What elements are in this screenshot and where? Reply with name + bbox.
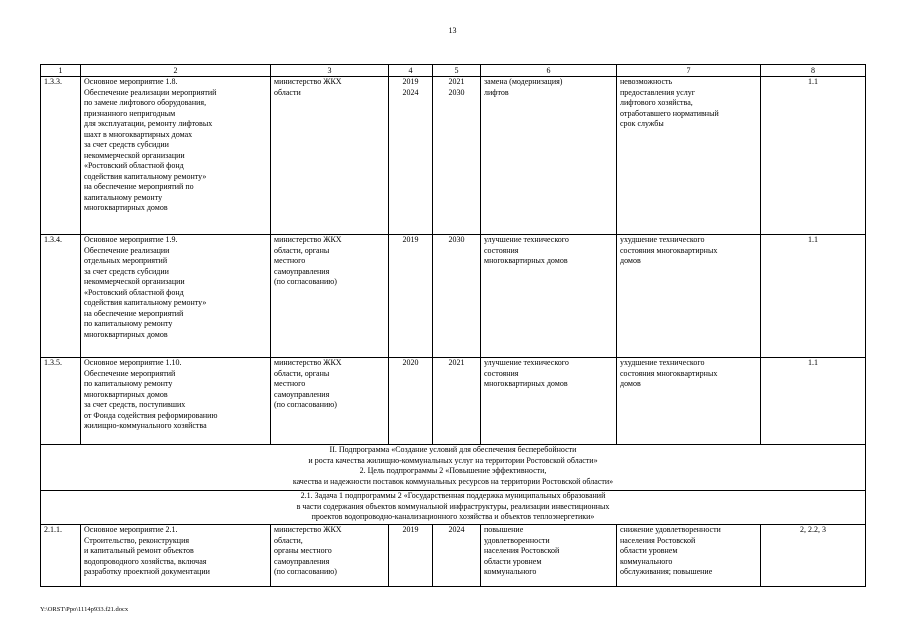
table-row	[41, 358, 866, 445]
event-name: Основное мероприятие 1.10. Обеспечение мероприятий по капитальному ремонту многоквартирных домов за счет средств, поступивших от Фонда содействия реформированию жилищно-коммунального хозяйства	[81, 358, 271, 445]
section-heading-row	[41, 445, 866, 491]
indicator-link: 1.1	[761, 358, 866, 445]
indicator-link: 2, 2.2, 3	[761, 525, 866, 587]
header-cell-2: 2	[81, 65, 271, 77]
table-row	[41, 77, 866, 235]
task-heading: 2.1. Задача 1 подпрограммы 2 «Государственная поддержка муниципальных образований в части содержания объектов коммунальной инфраструктуры, реализации инвестиционных проектов водопроводно-канализационного хозяйства и объектов теплоэнергетики»	[41, 491, 866, 525]
row-number: 2.1.1.	[41, 525, 81, 587]
start-year: 2019	[389, 235, 433, 358]
header-row	[41, 65, 866, 77]
measures-table	[40, 64, 866, 587]
header-cell-5: 5	[433, 65, 481, 77]
indicator-link: 1.1	[761, 235, 866, 358]
subprogram-heading: II. Подпрограмма «Создание условий для обеспечения бесперебойности и роста качества жилищно-коммунальных услуг на территории Ростовской области» 2. Цель подпрограммы 2 «Повышение эффективности, качества и надежности поставок коммунальных ресурсов на территории Ростовской области»	[41, 445, 866, 491]
event-name: Основное мероприятие 1.8. Обеспечение реализации мероприятий по замене лифтового оборудования, признанного непригодным для эксплуатации, ремонту лифтовых шахт в многоквартирных домах за счет средств субсидии некоммерческой организации «Ростовский областной фонд содействия капитальному ремонту» на обеспечение мероприятий по капитальному ремонту многоквартирных домов	[81, 77, 271, 235]
end-year: 2021 2030	[433, 77, 481, 235]
footer-file-path: Y:\ORST\Ppo\1114p933.f21.docx	[40, 606, 129, 613]
executor: министерство ЖКХ области, органы местного самоуправления (по согласованию)	[271, 358, 389, 445]
expected-result: замена (модернизация) лифтов	[481, 77, 617, 235]
header-cell-4: 4	[389, 65, 433, 77]
header-cell-6: 6	[481, 65, 617, 77]
start-year: 2019 2024	[389, 77, 433, 235]
end-year: 2024	[433, 525, 481, 587]
event-name: Основное мероприятие 1.9. Обеспечение реализации отдельных мероприятий за счет средств субсидии некоммерческой организации «Ростовский областной фонд содействия капитальному ремонту» на обеспечение мероприятий по капитальному ремонту многоквартирных домов	[81, 235, 271, 358]
table-row	[41, 525, 866, 587]
indicator-link: 1.1	[761, 77, 866, 235]
row-number: 1.3.5.	[41, 358, 81, 445]
executor: министерство ЖКХ области	[271, 77, 389, 235]
row-number: 1.3.3.	[41, 77, 81, 235]
non-implementation-consequences: ухудшение технического состояния многоквартирных домов	[617, 358, 761, 445]
task-heading-row	[41, 491, 866, 525]
header-cell-8: 8	[761, 65, 866, 77]
table-row	[41, 235, 866, 358]
event-name: Основное мероприятие 2.1. Строительство, реконструкция и капитальный ремонт объектов водопроводного хозяйства, включая разработку проектной документации	[81, 525, 271, 587]
header-cell-3: 3	[271, 65, 389, 77]
start-year: 2019	[389, 525, 433, 587]
end-year: 2030	[433, 235, 481, 358]
header-cell-7: 7	[617, 65, 761, 77]
start-year: 2020	[389, 358, 433, 445]
page-number: 13	[448, 26, 457, 35]
header-cell-1: 1	[41, 65, 81, 77]
non-implementation-consequences: ухудшение технического состояния многоквартирных домов	[617, 235, 761, 358]
non-implementation-consequences: снижение удовлетворенности населения Ростовской области уровнем коммунального обслуживания; повышение	[617, 525, 761, 587]
expected-result: улучшение технического состояния многоквартирных домов	[481, 358, 617, 445]
non-implementation-consequences: невозможность предоставления услуг лифтового хозяйства, отработавшего нормативный срок службы	[617, 77, 761, 235]
executor: министерство ЖКХ области, органы местного самоуправления (по согласованию)	[271, 235, 389, 358]
executor: министерство ЖКХ области, органы местного самоуправления (по согласованию)	[271, 525, 389, 587]
expected-result: улучшение технического состояния многоквартирных домов	[481, 235, 617, 358]
expected-result: повышение удовлетворенности населения Ростовской области уровнем коммунального	[481, 525, 617, 587]
row-number: 1.3.4.	[41, 235, 81, 358]
end-year: 2021	[433, 358, 481, 445]
